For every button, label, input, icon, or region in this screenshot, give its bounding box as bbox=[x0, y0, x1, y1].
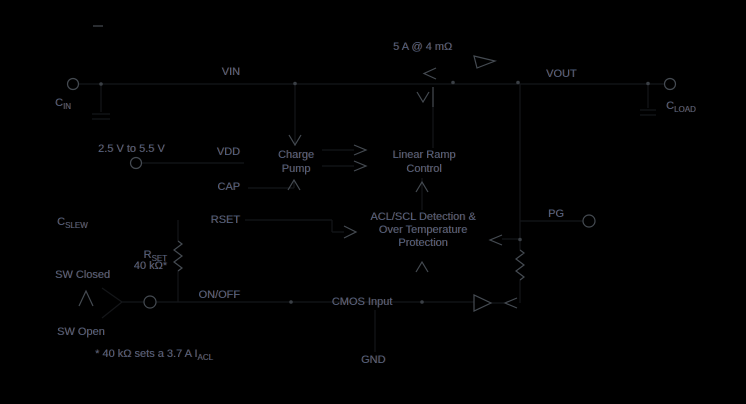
acl-scl-protection-block bbox=[370, 211, 475, 250]
onoff-pin-label: ON/OFF bbox=[198, 289, 240, 301]
junction-dot bbox=[518, 238, 522, 242]
rset-res-base: R bbox=[143, 249, 152, 261]
sw-wires bbox=[102, 288, 144, 318]
cp-lrc-arrow1-icon bbox=[354, 145, 366, 155]
rset-resistor-icon bbox=[174, 241, 182, 271]
rset-res-subscript: SET bbox=[151, 253, 167, 263]
cmos-buffer-icon bbox=[474, 295, 491, 311]
gate-arrow-down-icon bbox=[417, 92, 429, 102]
cload-base: C bbox=[666, 100, 674, 112]
junction-dot bbox=[420, 300, 424, 304]
footnote-text: * 40 kΩ sets a 3.7 A I bbox=[95, 348, 198, 360]
cload-label bbox=[666, 100, 696, 113]
cin-label bbox=[55, 97, 71, 110]
fet-rating-label: 5 A @ 4 mΩ bbox=[393, 41, 453, 53]
linear-ramp-line2: Control bbox=[406, 163, 442, 175]
charge-pump-block bbox=[278, 148, 314, 176]
onoff-terminal-circle bbox=[144, 296, 156, 308]
junction-dot bbox=[516, 81, 520, 85]
charge-pump-line2: Pump bbox=[281, 163, 311, 175]
cload-drop-wire bbox=[640, 84, 656, 115]
acl-line3: Protection bbox=[398, 237, 448, 249]
cin-base: C bbox=[55, 97, 63, 109]
cin-subscript: IN bbox=[62, 101, 71, 111]
charge-pump-line1: Charge bbox=[277, 149, 315, 161]
linear-ramp-line1: Linear Ramp bbox=[392, 149, 456, 161]
cslew-base: C bbox=[57, 216, 65, 228]
pg-pin-label: PG bbox=[548, 208, 564, 220]
input-voltage-range-label: 2.5 V to 5.5 V bbox=[98, 143, 165, 155]
cmos-input-block: CMOS Input bbox=[331, 296, 393, 308]
rset-resistor-label bbox=[110, 250, 167, 272]
cslew-subscript: SLEW bbox=[64, 220, 88, 230]
linear-ramp-control-block bbox=[393, 148, 456, 176]
footnote bbox=[95, 348, 213, 361]
rset-resistor-value: 40 kΩ* bbox=[133, 260, 167, 272]
cload-subscript: LOAD bbox=[673, 104, 696, 114]
cslew-label bbox=[57, 216, 88, 229]
cp-to-lrc-wires bbox=[322, 150, 354, 166]
acl-line1: ACL/SCL Detection & bbox=[370, 211, 476, 223]
pg-terminal-circle bbox=[583, 215, 595, 227]
vout-pin-label: VOUT bbox=[546, 68, 577, 80]
pg-resistor-icon bbox=[516, 250, 524, 280]
junction-dot bbox=[646, 82, 650, 86]
junction-dot bbox=[293, 82, 297, 86]
cap-wire bbox=[248, 180, 294, 188]
cap-pin-label: CAP bbox=[217, 181, 240, 193]
fet-body-arrow-icon bbox=[424, 68, 436, 79]
acl-in-arrow-up-icon bbox=[416, 262, 428, 272]
pg-drive-arrow-left-icon bbox=[505, 298, 517, 308]
input-terminal-circle bbox=[68, 79, 79, 90]
junction-dot bbox=[289, 300, 293, 304]
acl-sense-arrow-left-icon bbox=[490, 235, 502, 245]
sw-arrow-up-icon bbox=[79, 291, 93, 306]
vdd-pin-label: VDD bbox=[216, 146, 240, 158]
junction-dot bbox=[99, 82, 103, 86]
output-terminal-circle bbox=[665, 79, 676, 90]
sw-open-label: SW Open bbox=[57, 326, 105, 338]
acl-line2: Over Temperature bbox=[378, 224, 468, 236]
junction-dot bbox=[451, 81, 455, 85]
cp-lrc-arrow2-icon bbox=[354, 161, 366, 171]
gnd-pin-label: GND bbox=[361, 354, 386, 366]
vin-pin-label: VIN bbox=[221, 66, 240, 78]
footnote-subscript: ACL bbox=[197, 352, 213, 362]
onoff-wire bbox=[156, 302, 504, 303]
vdd-source-terminal-circle bbox=[131, 158, 142, 169]
rset-pin-label: RSET bbox=[210, 214, 240, 226]
fet-current-arrow-icon bbox=[474, 56, 495, 68]
cin-drop-wire bbox=[92, 84, 110, 119]
sw-closed-label: SW Closed bbox=[55, 269, 111, 281]
rset-arrow-right-icon bbox=[344, 226, 356, 238]
